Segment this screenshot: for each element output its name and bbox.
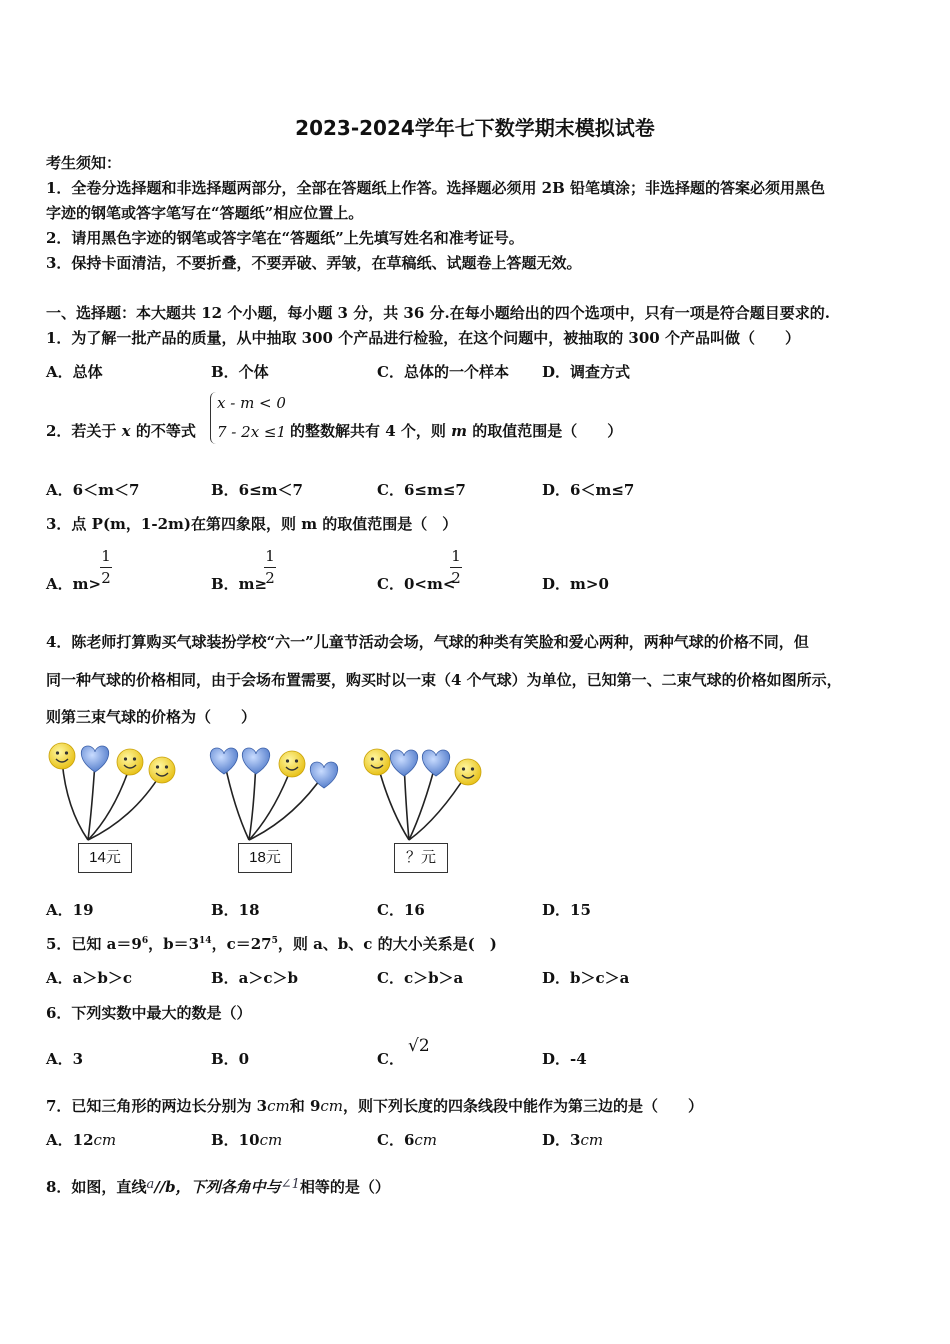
- q3-option-c: C．0<m<: [377, 575, 456, 593]
- question-4-line-2: 同一种气球的价格相同，由于会场布置需要，购买时以一束（4 个气球）为单位，已知第一、二束气球的价格如图所示，: [46, 671, 842, 689]
- q8-angle-1: ∠1: [280, 1177, 300, 1192]
- section-heading: 一、选择题：本大题共 12 个小题，每小题 3 分，共 36 分.在每小题给出的四个选项中，只有一项是符合题目要求的.: [46, 304, 830, 322]
- q3-fraction-a: [100, 549, 112, 586]
- q3-option-d: D．m>0: [542, 575, 609, 593]
- q7-option-a-value: A．12: [46, 1131, 94, 1149]
- q5-stem-end: ，则 a、b、c 的大小关系是( ): [277, 935, 497, 953]
- fraction-numerator: 1: [451, 547, 461, 565]
- q2-inequality-2: 7 - 2x ≤1: [217, 423, 287, 441]
- q6-option-c-sqrt: √2: [408, 1036, 430, 1056]
- q3-fraction-c: [450, 549, 462, 586]
- question-4-line-1: 4．陈老师打算购买气球装扮学校“六一”儿童节活动会场，气球的种类有笑脸和爱心两种，两种气球的价格不同，但: [46, 633, 809, 651]
- q7-option-c-value: C．6: [377, 1131, 415, 1149]
- inequality-brace: [210, 392, 217, 444]
- q5-exp-c: 5: [271, 936, 278, 946]
- q4-option-d: D．15: [542, 901, 591, 919]
- q6-option-c: C．: [377, 1050, 404, 1068]
- notice-line-2: 2．请用黑色字迹的钢笔或答字笔在“答题纸”上先填写姓名和准考证号。: [46, 229, 524, 247]
- q3-option-a: A．m>: [46, 575, 102, 593]
- fraction-denominator: 2: [101, 569, 111, 587]
- q8-line-a: a: [146, 1177, 155, 1192]
- q5-a-def: 5．已知 a＝9: [46, 935, 142, 953]
- q7-unit-cm: cm: [580, 1131, 604, 1149]
- q6-option-a: A．3: [46, 1050, 84, 1068]
- q3-option-b: B．m≥: [211, 575, 268, 593]
- q7-option-c: [377, 1129, 437, 1150]
- q8-stem-2: //b，下列各角中与: [154, 1178, 281, 1196]
- q6-option-b: B．0: [211, 1050, 250, 1068]
- q7-option-d-value: D．3: [542, 1131, 581, 1149]
- q2-var-m: m: [451, 422, 467, 440]
- notice-heading: 考生须知：: [46, 154, 122, 172]
- balloon-bundle-3: [364, 749, 481, 840]
- price-label-bundle-1: 14元: [78, 843, 132, 873]
- q5-b-def: ，b＝3: [148, 935, 200, 953]
- q1-option-b: B．个体: [211, 363, 269, 381]
- page-title: 2023-2024学年七下数学期末模拟试卷: [295, 116, 655, 140]
- q2-var-x: x: [121, 422, 131, 440]
- q5-exp-b: 14: [199, 936, 212, 946]
- q5-option-a: A．a＞b＞c: [46, 969, 132, 987]
- fraction-denominator: 2: [451, 569, 461, 587]
- notice-line-1: 1．全卷分选择题和非选择题两部分，全部在答题纸上作答。选择题必须用 2B 铅笔填涂；非选择题的答案必须用黑色: [46, 179, 826, 197]
- q2-mid: 的不等式: [135, 422, 196, 440]
- fraction-denominator: 2: [265, 569, 275, 587]
- q2-inequality-1: x - m < 0: [217, 394, 286, 412]
- q2-option-c: C．6≤m≤7: [377, 481, 466, 499]
- q7-unit-cm: cm: [259, 1131, 283, 1149]
- q7-option-b-value: B．10: [211, 1131, 260, 1149]
- q8-stem-3: 相等的是（）: [299, 1178, 390, 1196]
- q2-option-b: B．6≤m＜7: [211, 481, 303, 499]
- q7-option-d: [542, 1129, 603, 1150]
- balloon-bundle-1: [49, 743, 175, 840]
- q2-option-a: A．6＜m＜7: [46, 481, 140, 499]
- q5-c-def: ，c＝27: [211, 935, 272, 953]
- q4-option-c: C．16: [377, 901, 425, 919]
- q7-unit-cm: cm: [414, 1131, 438, 1149]
- notice-line-3: 3．保持卡面清洁，不要折叠，不要弄破、弄皱，在草稿纸、试题卷上答题无效。: [46, 254, 582, 272]
- q5-exp-a: 6: [141, 936, 149, 946]
- q7-unit-cm: cm: [267, 1097, 290, 1115]
- question-2-stem: [46, 420, 196, 441]
- q7-stem-3: ，则下列长度的四条线段中能作为第三边的是（ ）: [343, 1097, 704, 1115]
- question-5-stem: [46, 933, 497, 954]
- question-7-stem: [46, 1095, 703, 1116]
- q2-suffix: [290, 420, 622, 441]
- q2-prefix: 2．若关于: [46, 422, 117, 440]
- q5-option-d: D．b＞c＞a: [542, 969, 630, 987]
- q2-suffix-2: 的取值范围是（ ）: [472, 422, 623, 440]
- q3-fraction-b: [264, 549, 276, 586]
- q6-option-d: D．-4: [542, 1050, 587, 1068]
- q1-option-c: C．总体的一个样本: [377, 363, 509, 381]
- q8-stem-1: 8．如图，直线: [46, 1178, 147, 1196]
- q7-option-a: [46, 1129, 116, 1150]
- question-6-stem: 6．下列实数中最大的数是（）: [46, 1004, 252, 1022]
- q2-suffix-1: 的整数解共有 4 个，则: [290, 422, 446, 440]
- q7-option-b: [211, 1129, 282, 1150]
- q5-option-c: C．c＞b＞a: [377, 969, 464, 987]
- q7-unit-cm: cm: [320, 1097, 344, 1115]
- q1-option-d: D．调查方式: [542, 363, 631, 381]
- question-8-stem: [46, 1176, 390, 1197]
- fraction-numerator: 1: [101, 547, 111, 565]
- price-label-bundle-2: 18元: [238, 843, 292, 873]
- price-label-bundle-3: ？元: [394, 843, 448, 873]
- notice-line-1b: 字迹的钢笔或答字笔写在“答题纸”相应位置上。: [46, 204, 364, 222]
- question-1-stem: 1．为了解一批产品的质量，从中抽取 300 个产品进行检验，在这个问题中，被抽取的 300 个产品叫做（ ）: [46, 329, 800, 347]
- question-3-stem: 3．点 P(m，1-2m)在第四象限，则 m 的取值范围是（ ）: [46, 515, 458, 533]
- q7-stem-2: 和 9: [289, 1097, 321, 1115]
- q4-option-a: A．19: [46, 901, 94, 919]
- question-4-line-3: 则第三束气球的价格为（ ）: [46, 708, 257, 726]
- q7-stem-1: 7．已知三角形的两边长分别为 3: [46, 1097, 268, 1115]
- q4-option-b: B．18: [211, 901, 260, 919]
- balloon-bundle-2: [210, 748, 337, 840]
- q7-unit-cm: cm: [93, 1131, 117, 1149]
- q5-option-b: B．a＞c＞b: [211, 969, 299, 987]
- q1-option-a: A．总体: [46, 363, 103, 381]
- fraction-numerator: 1: [265, 547, 275, 565]
- q2-option-d: D．6＜m≤7: [542, 481, 635, 499]
